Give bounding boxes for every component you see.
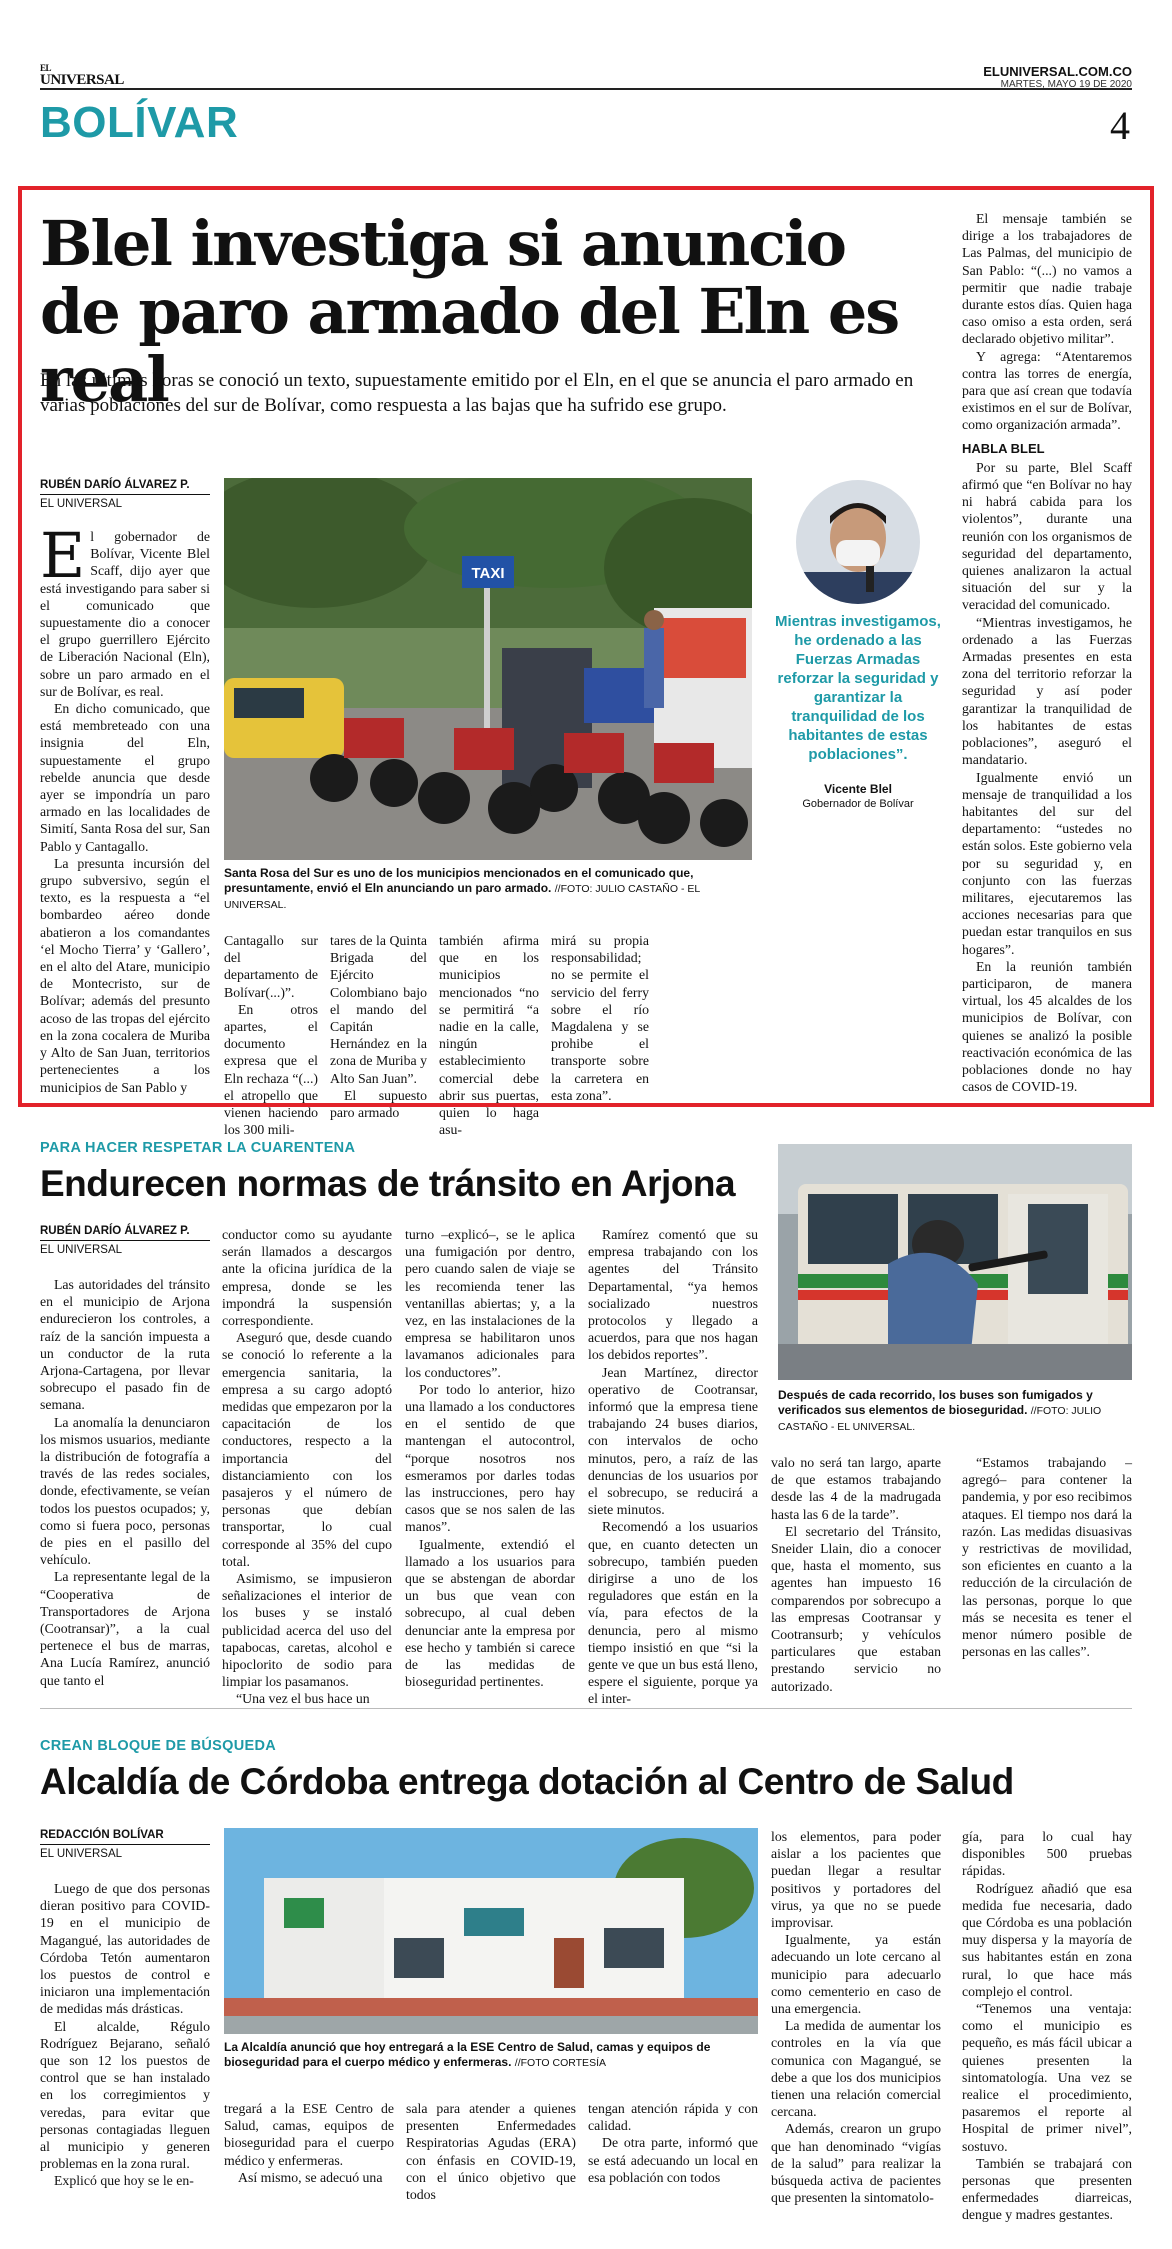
article3-headline: Alcaldía de Córdoba entrega dotación al Centro de Salud [40, 1761, 1014, 1802]
paragraph: también afirma que en los municipios mencionados “no se permitirá “a nadie en la calle, ningún establecimiento comercial debe abrir sus puertas, quien lo haga asu- [439, 933, 539, 1138]
article2-col4 [588, 1226, 758, 1708]
masthead-rule [40, 88, 1132, 90]
paragraph: “Estamos trabajando –agregó– para contener la pandemia, y por eso recibimos ataques. El tiempo nos dará la razón. Las medidas disuasivas y restrictivas de movilidad, son eficientes en cuanto a la reducción de la circulación de las personas, porque lo que más se necesita es tener el menor número posible de personas en las calles”. [962, 1455, 1132, 1660]
paragraph: Ramírez comentó que su empresa trabajando con los agentes del Tránsito Departamental, “ya hemos socializado nuestros protocolos y llegado a acuerdos, para que nos hagan los debidos reportes”. [588, 1227, 758, 1363]
article3-photo-caption: La Alcaldía anunció que hoy entregará a la ESE Centro de Salud, camas y equipos de bioseguridad para el cuerpo médico y enfermeras. //FOTO CORTESÍA [224, 2040, 711, 2069]
site-url[interactable]: ELUNIVERSAL.COM.CO [983, 64, 1132, 79]
article2-byline [40, 1224, 210, 1257]
quote-role: Gobernador de Bolívar [802, 798, 914, 810]
article3-col6 [962, 1828, 1132, 2224]
paragraph: Así mismo, se adecuó una [238, 2169, 383, 2185]
article1-col3 [330, 932, 427, 1121]
paragraph: l gobernador de Bolívar, Vicente Blel Scaff, dijo ayer que está investigando para saber si el comunicado que supuestamente dio a conocer el grupo guerrillero Ejército de Liberación Nacional (Eln), sobre un paro armado en el sur de Bolívar, es real. [40, 529, 210, 699]
paragraph: turno –explicó–, se le aplica una fumigación por dentro, pero cuando salen de viaje se les recomienda tener las ventanillas abiertas; y, a la vez, en las instalaciones de la empresa se habilitaron unos lavamanos adicionales para los conductores”. [405, 1227, 575, 1380]
photo-credit: //FOTO CORTESÍA [514, 2057, 606, 2069]
paragraph: tengan atención rápida y con calidad. [588, 2101, 758, 2134]
article1-byline [40, 478, 210, 511]
article3-col4 [588, 2100, 758, 2186]
article1-deck: En las últimas horas se conoció un texto, supuestamente emitido por el Eln, en el que se anuncia el paro armado en varias poblaciones del sur de Bolívar, como respuesta a las bajas que ha sufrido ese grupo. [40, 370, 914, 416]
article3-byline [40, 1828, 210, 1861]
paragraph: La representante legal de la “Cooperativa de Transportadores de Arjona (Cootransar)”, a la cual pertenece el bus de marras, Ana Lucía Ramírez, anunció que tanto el [40, 1569, 210, 1688]
article3-col5 [771, 1828, 941, 2206]
subhead: HABLA BLEL [962, 440, 1045, 456]
paragraph: tregará a la ESE Centro de Salud, camas, equipos de bioseguridad para el cuerpo médico y enfermeras. [224, 2101, 394, 2168]
health-center-illustration [224, 1828, 758, 2034]
article3-col3 [406, 2100, 576, 2203]
article1-col2 [224, 932, 318, 1138]
paragraph: El supuesto paro armado [330, 1087, 427, 1121]
masthead-info [983, 64, 1132, 90]
article2-headline: Endurecen normas de tránsito en Arjona [40, 1163, 736, 1204]
article2-col1 [40, 1276, 210, 1689]
paragraph: valo no será tan largo, aparte de que estamos trabajando desde las 4 de la madrugada hasta las 6 de la tarde”. [771, 1455, 941, 1522]
article1-col1 [40, 519, 210, 1096]
article1-right-col [962, 210, 1132, 1095]
paragraph: gía, para lo cual hay disponibles 500 pruebas rápidas. [962, 1829, 1132, 1879]
paragraph: Y agrega: “Atentaremos contra las torres de energía, para que así crean que todavía existimos en el sur de Bolívar, como organización armada”. [962, 348, 1132, 433]
outlet-name: EL UNIVERSAL [40, 498, 123, 510]
paragraph: La presunta incursión del grupo subversivo, según el texto, es la respuesta a “el bombardeo aéreo donde abatieron a los comandantes ‘el Mocho Tierra’ y ‘Gallero’, en el alto del Atare, municipio de Montecristo, sur de Bolívar; además del presunto acoso de las tropas del ejército en la zona cocalera de Muriba y Alto de San Juan, territorios pertenecientes a los municipios de San Pablo y [40, 855, 210, 1095]
section-title: BOLÍVAR [40, 98, 239, 147]
paragraph: Las autoridades del tránsito en el municipio de Arjona endurecieron los controles, a raíz de la sanción impuesta a un conductor de la ruta Arjona-Cartagena, por llevar sobrecupo el pasado fin de semana. [40, 1277, 210, 1413]
street-motorcycles-illustration [224, 478, 752, 860]
article1-col5 [551, 932, 649, 1104]
author-name: RUBÉN DARÍO ÁLVAREZ P. [40, 1224, 210, 1241]
taxi-sign: TAXI [471, 565, 505, 582]
quote-attribution [770, 782, 946, 812]
article1-photo-caption: Santa Rosa del Sur es uno de los municipios mencionados en el comunicado que, presuntamente, envió el Eln anunciando un paro armado. //FOTO: JULIO CASTAÑO - EL UNIVERSAL. [224, 866, 700, 911]
paragraph: Por su parte, Blel Scaff afirmó que “en Bolívar no hay ni habrá cabida para los violentos”, durante una reunión con los organismos de seguridad del departamento, quienes analizaron la actual situación del sur y la veracidad del comunicado. [962, 459, 1132, 613]
paragraph: Aseguró que, desde cuando se conoció lo referente a la emergencia sanitaria, la empresa a su cargo adoptó medidas que empezaron por la capacitación de los conductores, respecto a la importancia del distanciamiento con los pasajeros y el número de personas que debían transportar, lo cual corresponde al 35% del cupo total. [222, 1330, 392, 1569]
article1-headline: Blel investiga si anuncio de paro armado del Eln es real [40, 207, 899, 416]
article2-col6 [962, 1454, 1132, 1660]
paragraph: Asimismo, se impusieron señalizaciones el interior de los buses y se instaló publicidad acerca del uso del tapabocas, caretas, alcohol e hipoclorito de sodio para limpiar los pasamanos. [222, 1571, 392, 1690]
page-number: 4 [1110, 103, 1130, 148]
paragraph: Además, crearon un grupo que han denominado “vigías de la salud” para realizar la búsqueda activa de pacientes que presenten la sintomatolo- [771, 2121, 941, 2206]
pull-quote: Mientras investigamos, he ordenado a las Fuerzas Armadas reforzar la seguridad y garantizar la tranquilidad de los habitantes de estas poblaciones”. [775, 613, 941, 763]
article2-kicker: PARA HACER RESPETAR LA CUARENTENA [40, 1140, 356, 1156]
bus-fumigation-illustration [778, 1144, 1132, 1380]
paragraph: sala para atender a quienes presenten Enfermedades Respiratorias Agudas (ERA) con énfasis en COVID-19, con el único objetivo que todos [406, 2101, 576, 2203]
paragraph: De otra parte, informó que se está adecuando un local en esa población con todos [588, 2135, 758, 2185]
paragraph: Igualmente, extendió el llamado a los usuarios para que se abstengan de abordar un bus que vean con sobrecupo, al cual deben denunciar ante la empresa por ese hecho y también si carece de las medidas de bioseguridad pertinentes. [405, 1536, 575, 1690]
paragraph: mirá su propia responsabilidad; no se permite el servicio del ferry sobre el río Magdalena y se prohibe el transporte sobre la carretera en esta zona”. [551, 933, 649, 1103]
paragraph: En la reunión también participaron, de manera virtual, los 45 alcaldes de los municipios de Bolívar, con quienes se analizó la posible reactivación económica de las poblaciones donde no hay casos de COVID-19. [962, 958, 1132, 1095]
paragraph: Luego de que dos personas dieran positivo para COVID-19 en el municipio de Magangué, las autoridades de Córdoba Tetón aumentaron los puestos de control e iniciaron una implementación de medidas más drásticas. [40, 1881, 210, 2017]
outlet-name: EL UNIVERSAL [40, 1244, 123, 1256]
article2-col3 [405, 1226, 575, 1690]
paragraph: tares de la Quinta Brigada del Ejército Colombiano bajo el mando del Capitán Hernández en la zona de Muriba y Alto San Juan”. [330, 933, 427, 1086]
paragraph: Igualmente envió un mensaje de tranquilidad a los habitantes del sur del departamento: “ustedes no están solos. Este gobierno vela por su seguridad y, en conjunto con las fuerzas militares, ejecutaremos las acciones necesarias para que puedan estar tranquilos en sus hogares”. [962, 769, 1132, 957]
article1-photo [224, 478, 752, 860]
article3-kicker: CREAN BLOQUE DE BÚSQUEDA [40, 1738, 276, 1754]
article2-photo-caption: Después de cada recorrido, los buses son fumigados y verificados sus elementos de bioseguridad. //FOTO: JULIO CASTAÑO - EL UNIVERSAL. [778, 1388, 1102, 1433]
photo-credit: //FOTO: JULIO CASTAÑO - EL UNIVERSAL. [224, 883, 700, 911]
paragraph: La anomalía la denunciaron los mismos usuarios, mediante la distribución de fotografía a través de las redes sociales, donde, efectivamente, se veían todos los puestos ocupados; y, como si fuera poco, personas de pies en el pasillo del vehículo. [40, 1414, 210, 1568]
paragraph: También se trabajará con personas que presenten enfermedades diarreicas, dengue y madres gestantes. [962, 2155, 1132, 2223]
paragraph: “Una vez el bus hace un [236, 1691, 370, 1707]
paragraph: Jean Martínez, director operativo de Cootransar, informó que la empresa tiene trabajando 24 buses diarios, con intervalos de ocho minutos, pero, a raíz de las denuncias de los usuarios por el sobrecupo, se reducirá a siete minutos. [588, 1364, 758, 1518]
article3-col2 [224, 2100, 394, 2186]
paragraph: Por todo lo anterior, hizo una llamado a los conductores en el sentido de que mantengan el autocontrol, “porque nosotros nos esmeramos por darles todas las instrucciones, pero hay casos que se nos salen de las manos”. [405, 1381, 575, 1535]
paragraph: El secretario del Tránsito, Sneider Llain, dio a conocer que, hasta el momento, sus agentes han impuesto 16 comparendos por sobrecupo a las empresas Cootransar y Cootransurb; y vehículos particulares que estaban prestando servicio no autorizado. [771, 1523, 941, 1694]
author-name: REDACCIÓN BOLÍVAR [40, 1828, 210, 1845]
paragraph: En dicho comunicado, que está membreteado con una insignia del Eln, supuestamente el grupo rebelde anuncia que desde ayer se impondría un paro armado en las localidades de Simití, Santa Rosa del sur, San Pablo y Cantagallo. [40, 701, 210, 854]
governor-portrait [796, 480, 920, 604]
paragraph: Recomendó a los usuarios que, en cuanto detecten un sobrecupo, también pueden dirigirse a uno de los reguladores que están en la vía, para efectos de la denuncia, pero al mismo tiempo insistió en que “si la gente ve que un bus está lleno, espere el siguiente, porque ya el inter- [588, 1519, 758, 1707]
article2-photo [778, 1144, 1132, 1380]
paragraph: “Tenemos una ventaja: como el municipio es pequeño, es más fácil ubicar a quienes presenten la sintomatología. Una vez se realice el procedimiento, pasaremos el reporte al Hospital de primer nivel”, sostuvo. [962, 2001, 1132, 2154]
quote-name: Vicente Blel [824, 782, 892, 796]
section-divider [40, 1708, 1132, 1709]
drop-cap: E [40, 519, 86, 592]
paragraph: En otros apartes, el documento expresa que el Eln rechaza “(...) el atropello que vienen haciendo los 300 mili- [224, 1001, 318, 1138]
paragraph: El mensaje también se dirige a los trabajadores de Las Palmas, del municipio de San Pablo: “(...) no vamos a permitir que nadie trabaje durante estos días. Quien haga caso omiso a esta orden, será declarado objetivo militar”. [962, 211, 1132, 347]
paragraph: los elementos, para poder aislar a los pacientes que puedan llegar a resultar positivos y portadores del virus, ya que no se puede improvisar. [771, 1829, 941, 1931]
article2-col5 [771, 1454, 941, 1695]
article3-photo [224, 1828, 758, 2034]
paragraph: La medida de aumentar los controles en la vía que comunica con Magangué, se debe a que los dos municipios tienen una relación comercial cercana. [771, 2018, 941, 2120]
article2-col2 [222, 1226, 392, 1708]
paragraph: Explicó que hoy se le en- [54, 2173, 194, 2189]
person-portrait-illustration [796, 480, 920, 604]
issue-date: MARTES, MAYO 19 DE 2020 [1000, 79, 1132, 90]
paragraph: Igualmente, ya están adecuando un lote cercano al municipio para adecuarlo como cementerio en caso de una emergencia. [771, 1932, 941, 2017]
photo-credit: //FOTO: JULIO CASTAÑO - EL UNIVERSAL. [778, 1405, 1102, 1433]
paragraph: Cantagallo sur del departamento de Bolívar(...)”. [224, 933, 318, 1000]
paragraph: “Mientras investigamos, he ordenado a las Fuerzas Armadas presentes en esta zona del territorio reforzar la seguridad y así poder garantizar la tranquilidad de los habitantes de estas poblaciones”, aseguró el mandatario. [962, 614, 1132, 768]
newspaper-logo: EL UNIVERSAL [40, 63, 124, 88]
paragraph: conductor como su ayudante serán llamados a descargos ante la oficina jurídica de la empresa, donde se les impondrá la suspensión correspondiente. [222, 1227, 392, 1329]
outlet-name: EL UNIVERSAL [40, 1848, 123, 1860]
article1-col4 [439, 932, 539, 1138]
author-name: RUBÉN DARÍO ÁLVAREZ P. [40, 478, 210, 495]
paragraph: Rodríguez añadió que esa medida fue necesaria, dado que Córdoba es una población muy dispersa y la mayoría de sus habitantes están en zona rural, lo que hace más complejo el control. [962, 1880, 1132, 1999]
paragraph: El alcalde, Régulo Rodríguez Bejarano, señaló que son 12 los puestos de control que se han instalado en los corregimientos y veredas, para evitar que personas contagiadas lleguen al municipio y generen problemas en la zona rural. [40, 2018, 210, 2172]
article3-col1 [40, 1880, 210, 2190]
